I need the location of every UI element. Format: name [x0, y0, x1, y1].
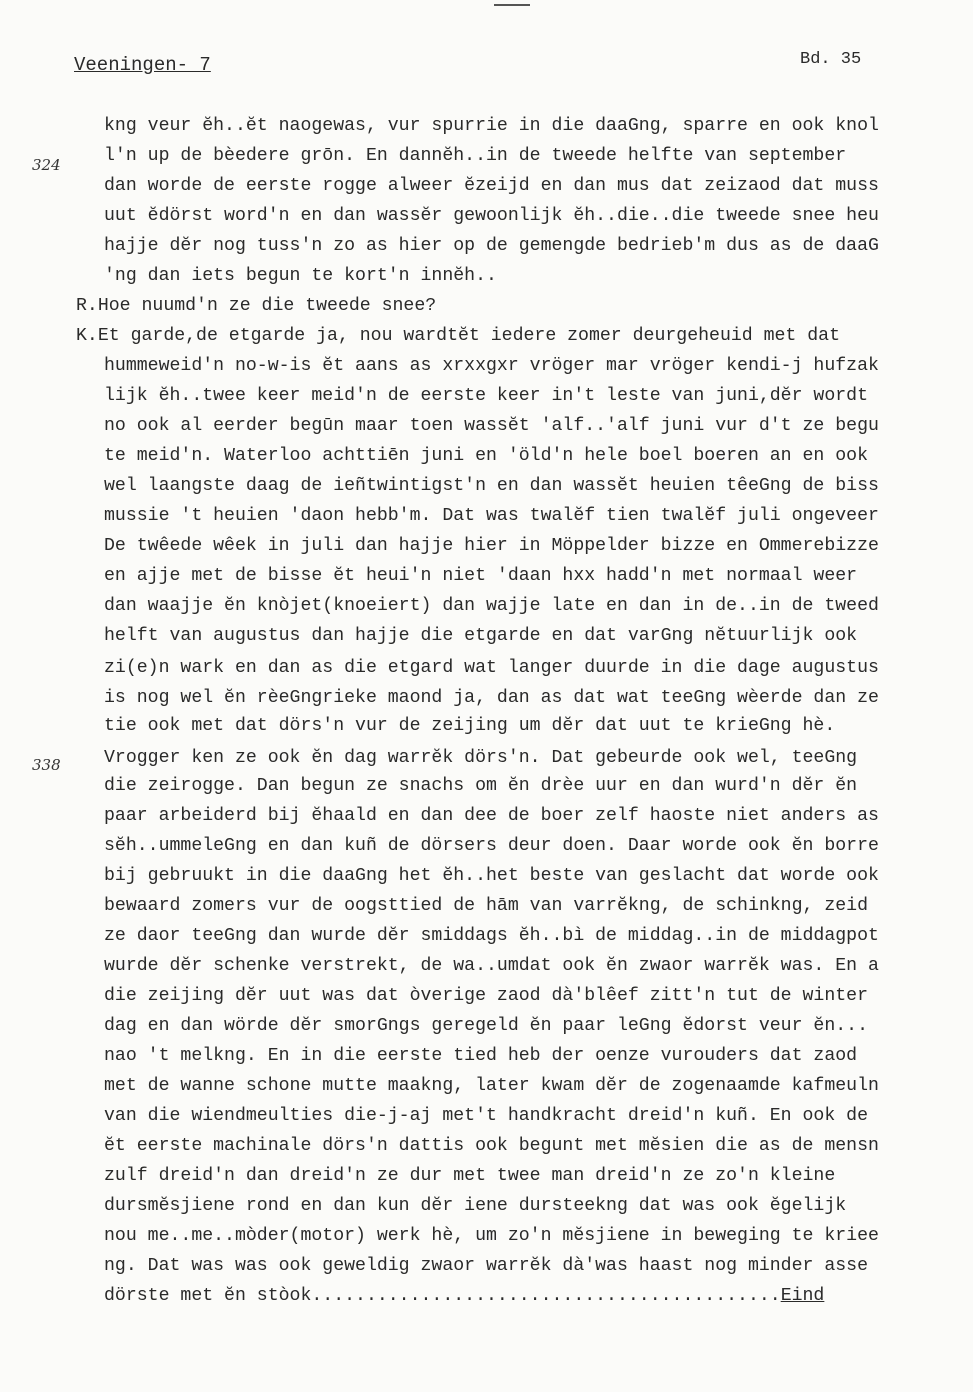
text-line: bij gebruukt in die daaGng het ĕh..het beste van geslacht dat worde ook: [104, 866, 879, 886]
text-line: De twêede wêek in juli dan hajje hier in Möppelder bizze en Ommerebizze: [104, 536, 879, 556]
text-line: K.Et garde,de etgarde ja, nou wardtĕt iedere zomer deurgeheuid met dat: [76, 326, 840, 346]
text-line: dursmĕsjiene rond en dan kun dĕr iene dursteekng dat was ook ĕgelijk: [104, 1196, 847, 1216]
text-line: tie ook met dat dörs'n vur de zeijing um dĕr dat uut te krieGng hè.: [104, 716, 836, 736]
text-line: nou me..me..mòder(motor) werk hè, um zo'n mĕsjiene in beweging te kriee: [104, 1226, 879, 1246]
text-line: sĕh..ummeleGng en dan kuñ de dörsers deur doen. Daar worde ook ĕn borre: [104, 836, 879, 856]
text-line: die zeirogge. Dan begun ze snachs om ĕn drèe uur en dan wurd'n dĕr ĕn: [104, 776, 858, 796]
text-line: is nog wel ĕn rèeGngrieke maond ja, dan as dat wat teeGng wèerde dan ze: [104, 688, 879, 708]
text-line: hajje dĕr nog tuss'n zo as hier op de gemengde bedrieb'm dus as de daaG: [104, 236, 879, 256]
margin-note-324: 324: [32, 156, 61, 174]
text-line: dan waajje ĕn knòjet(knoeiert) dan wajje late en dan in de..in de tweed: [104, 596, 879, 616]
text-line: die zeijing dĕr uut was dat òverige zaod dà'blêef zitt'n tut de winter: [104, 986, 868, 1006]
last-line-text: dörste met ĕn stòok...........................................: [104, 1286, 781, 1306]
document-title: Veeningen- 7: [74, 54, 211, 76]
margin-note-338: 338: [32, 756, 61, 774]
page-reference: Bd. 35: [800, 50, 862, 69]
text-line: wel laangste daag de ieñtwintigst'n en dan wassĕt heuien têeGng de biss: [104, 476, 879, 496]
text-line: en ajje met de bisse ĕt heui'n niet 'daan hxx hadd'n met normaal weer: [104, 566, 858, 586]
text-line: hummeweid'n no-w-is ĕt aans as xrxxgxr vröger mar vröger kendi-j hufzak: [104, 356, 879, 376]
text-line: no ook al eerder begūn maar toen wassĕt 'alf..'alf juni vur d't ze begu: [104, 416, 879, 436]
text-line-last: [104, 1286, 824, 1306]
text-line: R.Hoe nuumd'n ze die tweede snee?: [76, 296, 437, 316]
top-mark: [494, 4, 530, 6]
text-line: wurde dĕr schenke verstrekt, de wa..umdat ook ĕn zwaor warrĕk was. En a: [104, 956, 879, 976]
text-line: nao 't melkng. En in die eerste tied heb der oenze vurouders dat zaod: [104, 1046, 858, 1066]
text-line: kng veur ĕh..ĕt naogewas, vur spurrie in die daaGng, sparre en ook knol: [104, 116, 879, 136]
text-line: ĕt eerste machinale dörs'n dattis ook begunt met mĕsien die as de mensn: [104, 1136, 879, 1156]
text-line: met de wanne schone mutte maakng, later kwam dĕr de zogenaamde kafmeuln: [104, 1076, 879, 1096]
text-line: mussie 't heuien 'daon hebb'm. Dat was twalĕf tien twalĕf juli ongeveer: [104, 506, 879, 526]
text-line: van die wiendmeulties die-j-aj met't handkracht dreid'n kuñ. En ook de: [104, 1106, 868, 1126]
text-line: zulf dreid'n dan dreid'n ze dur met twee man dreid'n ze zo'n kleine: [104, 1166, 836, 1186]
text-line: te meid'n. Waterloo achttiēn juni en 'öld'n hele boel boeren an en ook: [104, 446, 868, 466]
text-line: bewaard zomers vur de oogsttied de hām van varrĕkng, de schinkng, zeid: [104, 896, 868, 916]
text-line: paar arbeiderd bij ĕhaald en dan dee de boer zelf haoste niet anders as: [104, 806, 879, 826]
text-line: ng. Dat was was ook geweldig zwaor warrĕk dà'was haast nog minder asse: [104, 1256, 868, 1276]
text-line: uut ĕdörst word'n en dan wassĕr gewoonlijk ĕh..die..die tweede snee heu: [104, 206, 879, 226]
text-line: dag en dan wörde dĕr smorGngs geregeld ĕn paar leGng ĕdorst veur ĕn...: [104, 1016, 868, 1036]
text-line: l'n up de bèedere grōn. En dannĕh..in de tweede helfte van september: [104, 146, 847, 166]
text-line: zi(e)n wark en dan as die etgard wat langer duurde in die dage augustus: [104, 658, 879, 678]
text-line: dan worde de eerste rogge alweer ĕzeijd en dan mus dat zeizaod dat muss: [104, 176, 879, 196]
text-line: lijk ĕh..twee keer meid'n de eerste keer in't leste van juni,dĕr wordt: [104, 386, 868, 406]
end-marker: Eind: [780, 1286, 825, 1306]
text-line: ze daor teeGng dan wurde dĕr smiddags ĕh..bì de middag..in de middagpot: [104, 926, 879, 946]
text-line: helft van augustus dan hajje die etgarde en dat varGng nĕtuurlijk ook: [104, 626, 858, 646]
text-line: Vrogger ken ze ook ĕn dag warrĕk dörs'n. Dat gebeurde ook wel, teeGng: [104, 748, 858, 768]
text-line: 'ng dan iets begun te kort'n innĕh..: [104, 266, 497, 286]
